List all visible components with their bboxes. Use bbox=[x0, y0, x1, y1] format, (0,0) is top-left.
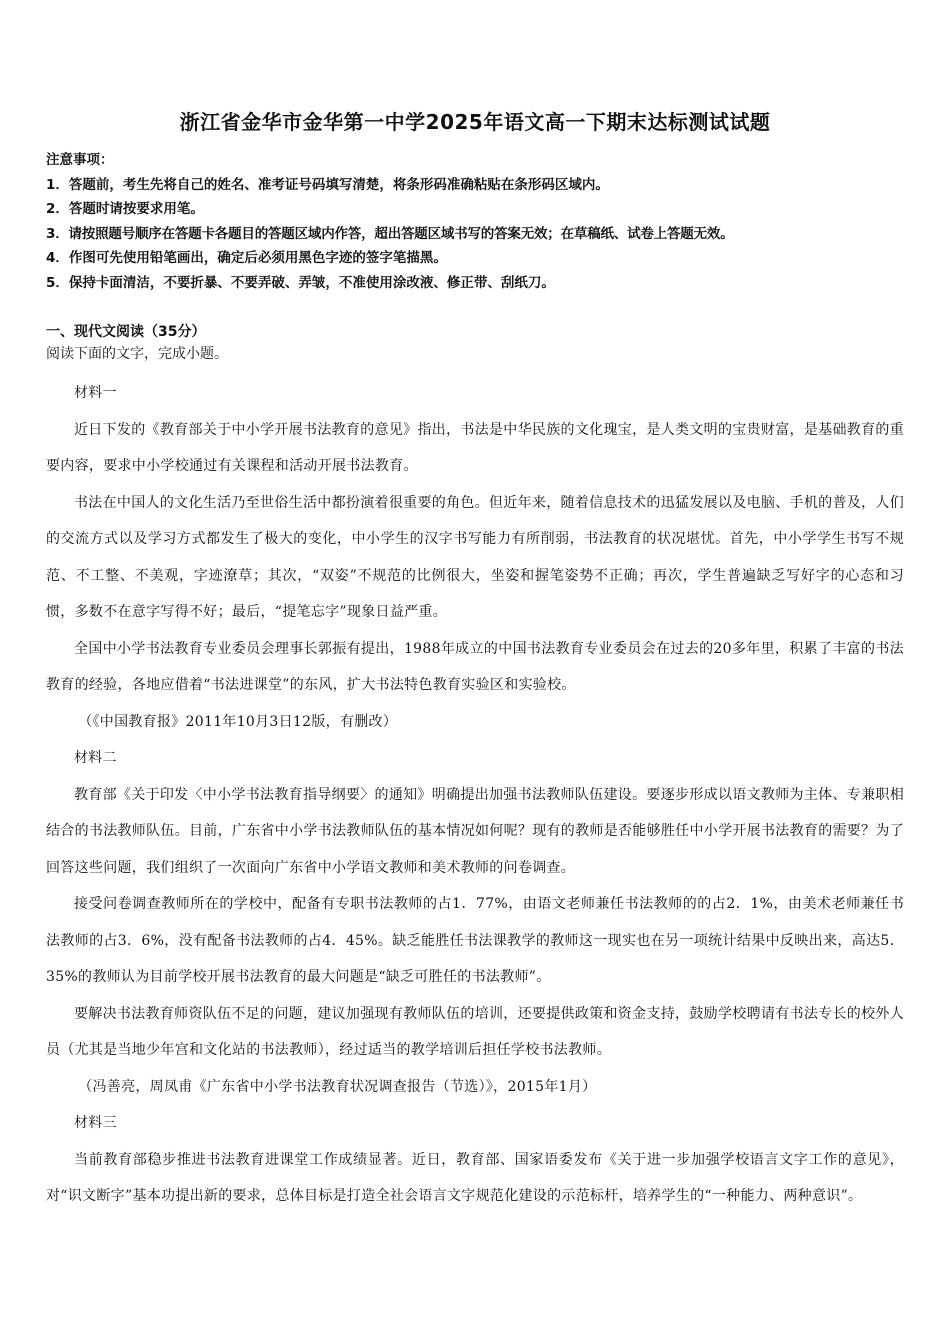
paragraph: 接受问卷调查教师所在的学校中，配备有专职书法教师的占1．77%，由语文老师兼任书法教师的的占2．1%，由美术老师兼任书法教师的占3．6%，没有配备书法教师的占4．45%。缺乏能胜任书法课教学的教师这一现实也在另一项统计结果中反映出来，高达5．35%的教师认为目前学校开展书法教育的最大问题是“缺乏可胜任的书法教师”。 bbox=[46, 896, 904, 985]
material-source: （《中国教育报》2011年10月3日12版，有删改） bbox=[78, 713, 398, 730]
notice-item: 4．作图可先使用铅笔画出，确定后必须用黑色字迹的签字笔描黑。 bbox=[46, 250, 447, 266]
notice-item: 5．保持卡面清洁，不要折暴、不要弄破、弄皱，不准使用涂改液、修正带、刮纸刀。 bbox=[46, 274, 555, 291]
paragraph: 近日下发的《教育部关于中小学开展书法教育的意见》指出，书法是中华民族的文化瑰宝，是人类文明的宝贵财富，是基础教育的重要内容，要求中小学校通过有关课程和活动开展书法教育。 bbox=[46, 421, 904, 474]
notice-item: 1．答题前，考生先将自己的姓名、准考证号码填写清楚，将条形码准确粘贴在条形码区域内。 bbox=[46, 176, 609, 193]
material-label: 材料三 bbox=[74, 1115, 117, 1131]
section-heading: 一、现代文阅读（35分） bbox=[46, 324, 206, 340]
notice-heading: 注意事项： bbox=[46, 152, 114, 168]
section-lead: 阅读下面的文字，完成小题。 bbox=[46, 346, 228, 362]
paragraph: 教育部《关于印发〈中小学书法教育指导纲要〉的通知》明确提出加强书法教师队伍建设。要逐步形成以语文教师为主体、专兼职相结合的书法教师队伍。目前，广东省中小学书法教师队伍的基本情况如何呢？现有的教师是否能够胜任中小学开展书法教育的需要？为了回答这些问题，我们组织了一次面向广东省中小学语文教师和美术教师的问卷调查。 bbox=[46, 786, 904, 876]
material-label: 材料二 bbox=[74, 750, 117, 766]
notice-item: 3．请按照题号顺序在答题卡各题目的答题区域内作答，超出答题区域书写的答案无效；在草稿纸、试卷上答题无效。 bbox=[46, 225, 734, 242]
material-source: （冯善亮，周凤甫《广东省中小学书法教育状况调查报告（节选）》，2015年1月） bbox=[78, 1078, 597, 1095]
notice-block bbox=[46, 148, 904, 295]
notice-item: 2．答题时请按要求用笔。 bbox=[46, 201, 204, 217]
paragraph: 书法在中国人的文化生活乃至世俗生活中都扮演着很重要的角色。但近年来，随着信息技术的迅猛发展以及电脑、手机的普及，人们的交流方式以及学习方式都发生了极大的变化，中小学生的汉字书写能力有所削弱，书法教育的状况堪忧。首先，中小学学生书写不规范、不工整、不美观，字迹潦草；其次，“双姿”不规范的比例很大，坐姿和握笔姿势不正确；再次，学生普遍缺乏写好字的心态和习惯，多数不在意字写得不好；最后，“提笔忘字”现象日益严重。 bbox=[46, 494, 904, 620]
paragraph: 要解决书法教育师资队伍不足的问题，建议加强现有教师队伍的培训，还要提供政策和资金支持，鼓励学校聘请有书法专长的校外人员（尤其是当地少年宫和文化站的书法教师），经过适当的教学培训后担任学校书法教师。 bbox=[46, 1005, 904, 1058]
exam-title: 浙江省金华市金华第一中学2025年语文高一下期末达标测试试题 bbox=[179, 110, 771, 134]
material-label: 材料一 bbox=[74, 385, 117, 401]
paragraph: 当前教育部稳步推进书法教育进课堂工作成绩显著。近日，教育部、国家语委发布《关于进一步加强学校语言文字工作的意见》，对“识文断字”基本功提出新的要求，总体目标是打造全社会语言文字规范化建设的示范标杆，培养学生的“一种能力、两种意识”。 bbox=[46, 1151, 904, 1204]
paragraph: 全国中小学书法教育专业委员会理事长郭振有提出，1988年成立的中国书法教育专业委员会在过去的20多年里，积累了丰富的书法教育的经验，各地应借着“书法进课堂”的东风，扩大书法特色教育实验区和实验校。 bbox=[46, 640, 904, 693]
reading-text bbox=[46, 375, 904, 1215]
